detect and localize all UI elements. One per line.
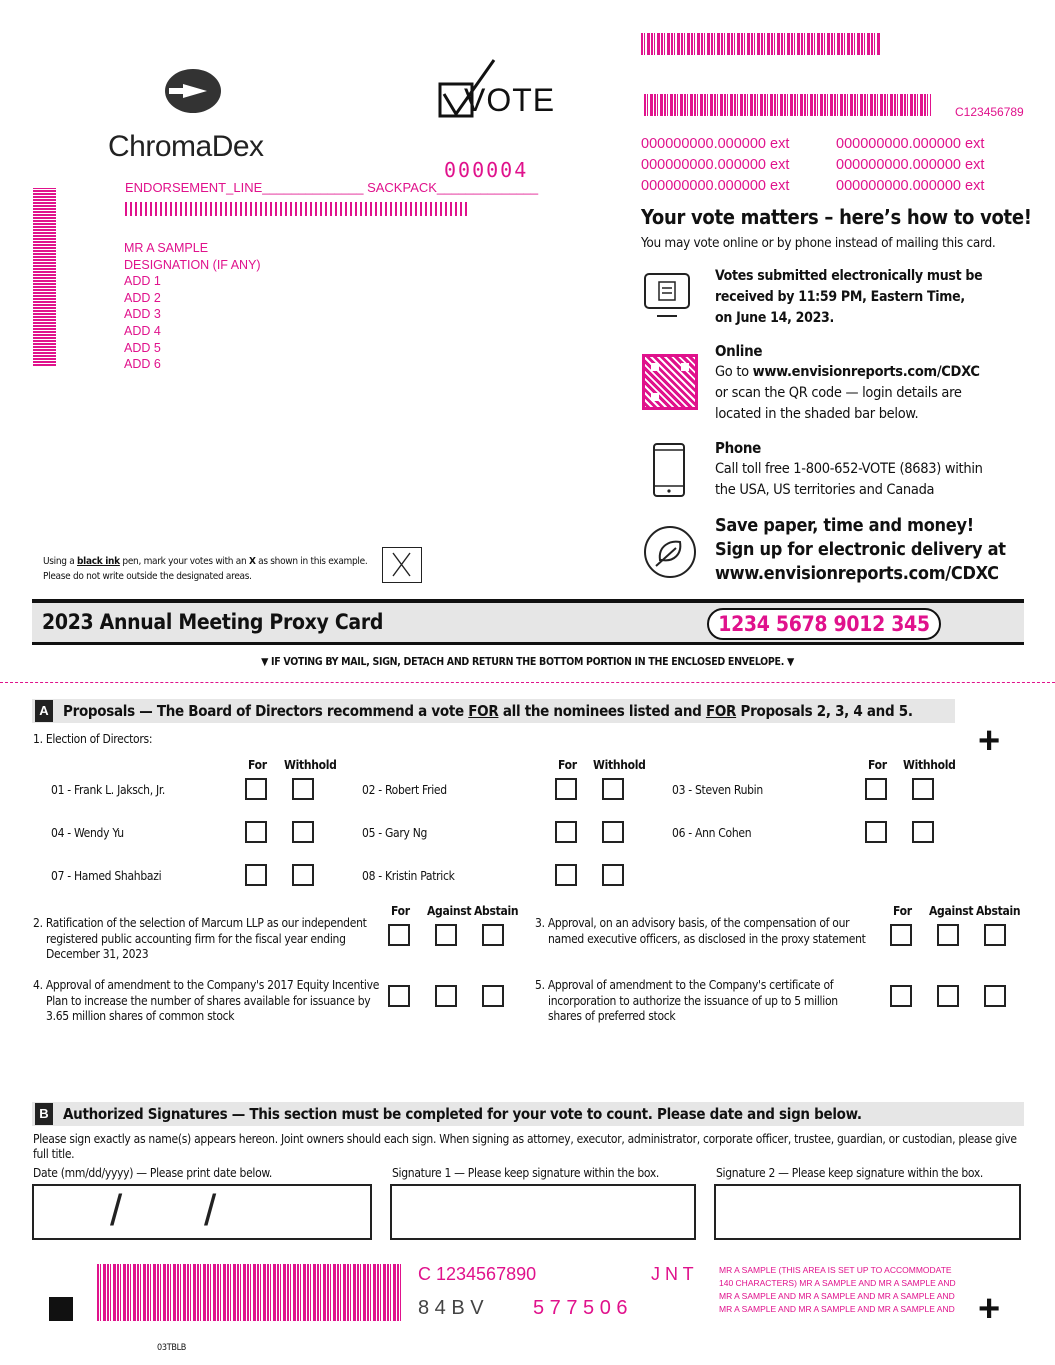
proposal-2-against-checkbox[interactable] xyxy=(435,924,457,946)
ink-instructions xyxy=(43,554,367,584)
phone-title: Phone xyxy=(715,439,762,457)
nominee-name: 02 - Robert Fried xyxy=(362,783,447,797)
nominee-05-withhold-checkbox[interactable] xyxy=(602,821,624,843)
mailing-address xyxy=(124,240,261,373)
nominee-07-withhold-checkbox[interactable] xyxy=(292,864,314,886)
signature-2-field[interactable] xyxy=(714,1184,1021,1240)
address-line: ADD 3 xyxy=(124,307,161,322)
instr-ink: black ink xyxy=(77,556,120,567)
side-barcode xyxy=(33,188,56,366)
nominee-06-withhold-checkbox[interactable] xyxy=(912,821,934,843)
address-line: DESIGNATION (IF ANY) xyxy=(124,257,261,272)
date-separator: / xyxy=(204,1186,217,1235)
vote-logo xyxy=(436,58,556,122)
nominee-07-for-checkbox[interactable] xyxy=(245,864,267,886)
online-post: or scan the QR code — login details are located in the shaded bar below. xyxy=(715,385,962,422)
edelivery-promo xyxy=(715,514,1006,586)
ext-value: 000000000.000000 ext xyxy=(836,157,985,173)
signature-instructions: Please sign exactly as name(s) appears hereon. Joint owners should each sign. When signing as attorney, executor, administrator, corporate officer, trustee, guardian, or custodian, please give full title. xyxy=(33,1132,1017,1161)
section-b-letter: B xyxy=(35,1103,53,1125)
bottom-barcode xyxy=(97,1264,403,1321)
online-text xyxy=(715,362,980,425)
section-a-letter: A xyxy=(35,700,53,722)
address-line: MR A SAMPLE xyxy=(124,241,209,255)
instr-text: Using a xyxy=(43,556,78,567)
nominee-name: 03 - Steven Rubin xyxy=(672,783,763,797)
control-number: 1234 5678 9012 345 xyxy=(707,608,941,640)
nominee-name: 04 - Wendy Yu xyxy=(51,826,124,840)
nominee-05-for-checkbox[interactable] xyxy=(555,821,577,843)
address-line: ADD 5 xyxy=(124,340,161,355)
signature-1-field[interactable] xyxy=(390,1184,696,1240)
account-barcode xyxy=(644,94,931,116)
proposal-2-text: 2. Ratification of the selection of Marcum LLP as our independent registered public accounting firm for the fiscal year ending December 31, 2023 xyxy=(33,916,367,961)
title-part: Proposals 2, 3, 4 and 5. xyxy=(736,702,913,720)
ext-value: 000000000.000000 ext xyxy=(641,157,790,173)
vote-logo-text: VOTE xyxy=(464,82,556,118)
title-part: Proposals — The Board of Directors recommend a vote xyxy=(63,702,469,720)
nominee-name: 01 - Frank L. Jaksch, Jr. xyxy=(51,783,166,797)
endorsement-line: ENDORSEMENT_LINE______________ SACKPACK______________ xyxy=(125,180,539,195)
deadline-text: Votes submitted electronically must be received by 11:59 PM, Eastern Time, on June 14, 2023. xyxy=(715,268,983,326)
detach-note: ▼ IF VOTING BY MAIL, SIGN, DETACH AND RETURN THE BOTTOM PORTION IN THE ENCLOSED ENVELOPE. ▼ xyxy=(261,656,794,668)
date-separator: / xyxy=(110,1186,123,1235)
proposal-2-for-checkbox[interactable] xyxy=(388,924,410,946)
computer-icon xyxy=(643,272,693,325)
address-line: ADD 2 xyxy=(124,290,161,305)
proposal-5-for-checkbox[interactable] xyxy=(890,985,912,1007)
sequence-number: 000004 xyxy=(444,158,529,182)
company-name: ChromaDex xyxy=(108,130,264,163)
vote-subhead: You may vote online or by phone instead of mailing this card. xyxy=(641,235,996,251)
plus-mark: + xyxy=(978,1288,1001,1330)
title-for: FOR xyxy=(468,702,499,720)
nominee-name: 05 - Gary Ng xyxy=(362,826,428,840)
ext-value: 000000000.000000 ext xyxy=(641,136,790,152)
footer-code-2: 8 4 B V xyxy=(418,1297,484,1319)
footer-code-1: C 1234567890 xyxy=(418,1264,537,1284)
address-line: ADD 6 xyxy=(124,357,161,372)
instr-line2: Please do not write outside the designated areas. xyxy=(43,571,252,582)
col-for: For xyxy=(893,904,912,918)
col-for: For xyxy=(248,758,267,772)
col-withhold: Withhold xyxy=(284,758,337,772)
example-x-box xyxy=(382,547,422,583)
proposal-4-text: 4. Approval of amendment to the Company's 2017 Equity Incentive Plan to increase the number of shares available for issuance by 3.65 million shares of common stock xyxy=(33,978,380,1023)
proposal-3-for-checkbox[interactable] xyxy=(890,924,912,946)
sig2-label: Signature 2 — Please keep signature within the box. xyxy=(716,1166,984,1180)
nominee-03-withhold-checkbox[interactable] xyxy=(912,778,934,800)
election-label: 1. Election of Directors: xyxy=(33,732,153,746)
title-part: all the nominees listed and xyxy=(498,702,706,720)
proposal-5-abstain-checkbox[interactable] xyxy=(984,985,1006,1007)
qr-code-icon xyxy=(642,354,698,410)
date-label: Date (mm/dd/yyyy) — Please print date below. xyxy=(33,1166,272,1180)
col-withhold: Withhold xyxy=(903,758,956,772)
registration-square xyxy=(49,1297,73,1321)
chromadex-logo-icon xyxy=(163,68,223,114)
col-for: For xyxy=(868,758,887,772)
proposal-2-abstain-checkbox[interactable] xyxy=(482,924,504,946)
phone-icon xyxy=(652,442,686,503)
nominee-name: 08 - Kristin Patrick xyxy=(362,869,455,883)
title-for: FOR xyxy=(705,702,737,720)
nominee-08-withhold-checkbox[interactable] xyxy=(602,864,624,886)
card-title: 2023 Annual Meeting Proxy Card xyxy=(42,610,384,634)
col-against: Against xyxy=(929,904,974,918)
instr-x: X xyxy=(248,556,256,567)
address-line: ADD 4 xyxy=(124,323,161,338)
instr-text: pen, mark your votes with an xyxy=(119,556,249,567)
vote-headline: Your vote matters – here’s how to vote! xyxy=(641,205,1032,229)
col-withhold: Withhold xyxy=(593,758,646,772)
footer-sample-text: MR A SAMPLE (THIS AREA IS SET UP TO ACCOMMODATE 140 CHARACTERS) MR A SAMPLE AND MR A SAMPLE AND MR A SAMPLE AND MR A SAMPLE AND MR A SAMPLE AND MR A SAMPLE AND MR A SAMPLE AND MR A SAMPLE AND xyxy=(719,1265,956,1314)
col-abstain: Abstain xyxy=(474,904,519,918)
col-against: Against xyxy=(427,904,472,918)
form-code: 03TBLB xyxy=(157,1343,187,1353)
proposal-5-against-checkbox[interactable] xyxy=(937,985,959,1007)
top-barcode xyxy=(641,33,880,55)
proposal-3-against-checkbox[interactable] xyxy=(937,924,959,946)
leaf-icon xyxy=(642,524,698,585)
plus-mark: + xyxy=(978,720,1001,762)
nominee-01-withhold-checkbox[interactable] xyxy=(292,778,314,800)
nominee-02-withhold-checkbox[interactable] xyxy=(602,778,624,800)
section-b-title: Authorized Signatures — This section must be completed for your vote to count. Please date and sign below. xyxy=(63,1105,862,1123)
ext-value: 000000000.000000 ext xyxy=(836,136,985,152)
ext-block xyxy=(641,134,984,197)
proposal-5-text: 5. Approval of amendment to the Company's certificate of incorporation to authorize the issuance of up to 5 million shares of preferred stock xyxy=(535,978,838,1023)
ext-value: 000000000.000000 ext xyxy=(836,178,985,194)
nominee-02-for-checkbox[interactable] xyxy=(555,778,577,800)
date-field[interactable] xyxy=(32,1184,372,1240)
proposal-3-abstain-checkbox[interactable] xyxy=(984,924,1006,946)
promo-line: Save paper, time and money! xyxy=(715,515,974,536)
online-pre: Go to xyxy=(715,364,753,380)
section-a-title xyxy=(63,702,913,720)
footer-code-3: 5 7 7 5 0 6 xyxy=(533,1297,628,1319)
col-for: For xyxy=(391,904,410,918)
nominee-04-withhold-checkbox[interactable] xyxy=(292,821,314,843)
nominee-04-for-checkbox[interactable] xyxy=(245,821,267,843)
footer-jnt: J N T xyxy=(651,1264,694,1284)
instr-text: as shown in this example. xyxy=(255,556,368,567)
col-abstain: Abstain xyxy=(976,904,1021,918)
proposal-4-against-checkbox[interactable] xyxy=(435,985,457,1007)
online-title: Online xyxy=(715,342,763,360)
col-for: For xyxy=(558,758,577,772)
detach-line xyxy=(0,682,1055,683)
postal-barcode xyxy=(125,202,469,216)
online-url[interactable]: www.envisionreports.com/CDXC xyxy=(752,364,980,380)
nominee-03-for-checkbox[interactable] xyxy=(865,778,887,800)
proposal-4-for-checkbox[interactable] xyxy=(388,985,410,1007)
proposal-4-abstain-checkbox[interactable] xyxy=(482,985,504,1007)
nominee-name: 06 - Ann Cohen xyxy=(672,826,752,840)
nominee-06-for-checkbox[interactable] xyxy=(865,821,887,843)
nominee-08-for-checkbox[interactable] xyxy=(555,864,577,886)
phone-text: Call toll free 1-800-652-VOTE (8683) within the USA, US territories and Canada xyxy=(715,461,983,498)
nominee-01-for-checkbox[interactable] xyxy=(245,778,267,800)
proposal-3-text: 3. Approval, on an advisory basis, of the compensation of our named executive officers, as disclosed in the proxy statement xyxy=(535,916,866,946)
account-id: C123456789 xyxy=(955,105,1024,119)
nominee-name: 07 - Hamed Shahbazi xyxy=(51,869,162,883)
ext-value: 000000000.000000 ext xyxy=(641,178,790,194)
promo-line: Sign up for electronic delivery at xyxy=(715,539,1006,560)
sig1-label: Signature 1 — Please keep signature within the box. xyxy=(392,1166,660,1180)
promo-url[interactable]: www.envisionreports.com/CDXC xyxy=(715,563,999,584)
address-line: ADD 1 xyxy=(124,274,161,289)
